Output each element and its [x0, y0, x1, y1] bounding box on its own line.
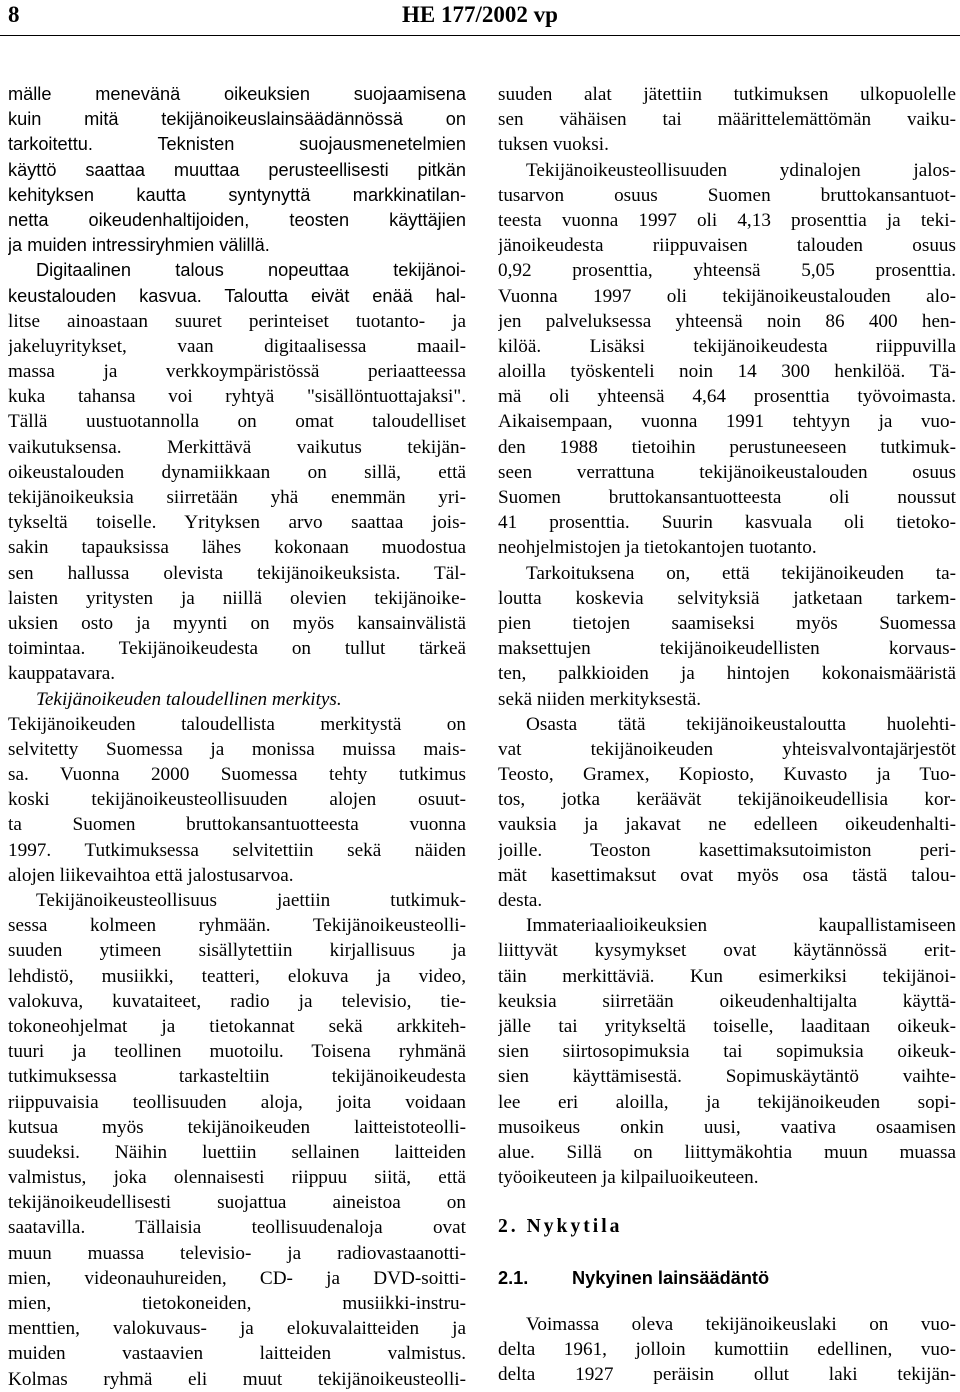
text-line: suudeksi. Näihin luettiin sellainen laitteiden [8, 1141, 466, 1163]
text-line: loutta koskevia selvityksiä jatketaan tarkem- [498, 587, 956, 609]
text-line: selvitetty Suomessa ja monissa muissa mais- [8, 738, 466, 760]
text-line: 41 prosenttia. Suurin kasvuala oli tietoko- [498, 512, 956, 534]
text-line: vauksia ja jakavat ne edelleen oikeudenhalti- [498, 814, 956, 836]
section-heading: 2. Nykytila [498, 1216, 623, 1237]
text-line: tekijänoikeuksia siirretään yhä enemmän yri- [8, 487, 466, 508]
text-line: laisten yritysten ja niillä olevien tekijänoike- [8, 587, 466, 609]
text-line: tuksen vuoksi. [498, 134, 609, 156]
text-line: menttien, valokuvaus- ja elokuvalaitteiden ja [8, 1318, 466, 1340]
text-line: kauppatavara. [8, 663, 116, 685]
text-line: sekä niiden merkityksestä. [498, 688, 702, 710]
text-line: tekijänoikeudellisesti suojattua aineistoa on [8, 1192, 466, 1214]
text-line: tokoneohjelmat ja tietokannat sekä arkkiteh- [8, 1015, 466, 1037]
text-line: Tekijänoikeusteollisuus jaettiin tutkimuk- [36, 890, 466, 911]
text-line: Aikaisempaan, vuonna 1991 tehtyyn ja vuo- [498, 411, 956, 433]
text-line: jakeluyritykset, vaan digitaalisessa maail- [8, 335, 466, 357]
text-line: sen hallussa olevista tekijänoikeuksista. Täl- [8, 562, 466, 584]
text-line: suuden alat jätettiin tutkimuksen ulkopuolelle [498, 84, 956, 105]
text-line: toimintaa. Tekijänoikeudesta on tullut tärkeä [8, 638, 466, 660]
text-line: maksettujen tekijänoikeudellisten korvaus- [498, 638, 956, 660]
text-line: Tarkoituksena on, että tekijänoikeuden ta- [526, 562, 956, 584]
text-line: sessa kolmeen ryhmään. Tekijänoikeusteolli- [8, 915, 466, 937]
page-number: 8 [8, 2, 20, 27]
document-id: HE 177/2002 vp [402, 2, 558, 27]
text-line: 1997. Tutkimuksessa selvitettiin sekä näiden [8, 839, 466, 861]
text-line: sen vähäisen tai määrittelemättömän vaiku- [498, 109, 956, 131]
text-line: desta. [498, 890, 543, 911]
text-line: kuin mitä tekijänoikeuslainsäädännössä on [8, 109, 466, 130]
text-line: seen verrattuna tekijänoikeustalouden osuus [498, 461, 956, 483]
text-line: vat tekijänoikeuden yhteisvalvontajärjestöt [498, 738, 956, 760]
text-line: pien tietojen saamiseksi myös Suomessa [498, 612, 956, 634]
text-line: massa ja verkkoympäristössä periaatteessa [8, 361, 466, 383]
text-line: netta oikeudenhaltijoiden, teosten käyttäjien [8, 209, 466, 230]
text-line: työoikeuteen ja kilpailuoikeuteen. [498, 1167, 759, 1189]
subsection-number: 2.1. [498, 1268, 529, 1288]
right-column-continued [498, 1312, 956, 1388]
text-line: lehdistö, musiikki, teatteri, elokuva ja video, [8, 965, 466, 987]
text-line: tykseltä toiselle. Yrityksen arvo saattaa jois- [8, 512, 466, 534]
text-line: mien, videonauhureiden, CD- ja DVD-soitti- [8, 1267, 466, 1289]
text-line: ja muiden intressiryhmien välillä. [8, 235, 270, 256]
text-line: keuksia siirretään oikeudenhaltijalta käyttä- [498, 990, 956, 1012]
text-line: Osasta tätä tekijänoikeustaloutta huolehti- [526, 713, 956, 735]
text-line: musoikeus onkin uusi, vaativa osaamisen [498, 1116, 956, 1138]
header-rule [0, 35, 960, 36]
text-line: delta 1961, jolloin kumottiin edellinen, vuo- [498, 1339, 956, 1361]
text-line: tutkimuksessa tarkasteltiin tekijänoikeudesta [8, 1066, 466, 1088]
text-line: den 1988 tietoihin perustuneeseen tutkimuk- [498, 436, 956, 458]
subsection-title: Nykyinen lainsäädäntö [572, 1268, 770, 1288]
text-line: muun muassa televisio- ja radiovastaanotti- [8, 1242, 466, 1264]
text-line: jänoikeudesta riippuvaisen talouden osuus [498, 235, 956, 257]
text-line: kilöä. Lisäksi tekijänoikeudesta riippuvilla [498, 335, 956, 357]
text-line: ta Suomen bruttokansantuotteesta vuonna [8, 814, 466, 836]
text-line: saatavilla. Tällaisia teollisuudenaloja ovat [8, 1217, 466, 1239]
text-line: kutsua myös tekijänoikeuden laitteistoteolli- [8, 1116, 466, 1138]
text-line: kehityksen kautta syntynyttä markkinatilan- [8, 184, 466, 205]
text-line: jen palveluksessa yhteensä noin 86 400 hen- [498, 310, 956, 332]
text-line: uksien osto ja myynti on myös kansainvälistä [8, 612, 466, 634]
text-line: valmistus, joka olennaisesti riippuu siitä, että [8, 1167, 466, 1189]
text-line: tusarvon osuus Suomen bruttokansantuot- [498, 184, 956, 206]
text-line: vaikutuksensa. Merkittävä vaikutus tekijän- [8, 436, 466, 458]
text-line: Tekijänoikeuden taloudellista merkitystä on [8, 713, 466, 735]
text-line: jälle tai yritykseltä toiselle, laaditaan oikeuk- [498, 1015, 956, 1037]
text-line: tarkoitettu. Teknisten suojausmenetelmien [8, 134, 466, 155]
text-line: Vuonna 1997 oli tekijänoikeustalouden alo- [498, 285, 956, 307]
text-line: Tekijänoikeuden taloudellinen merkitys. [36, 688, 342, 710]
text-line: kuka tahansa voi ryhtyä "sisällöntuottajaksi". [8, 386, 466, 408]
text-line: muiden vastaavien laitteiden valmistus. [8, 1343, 466, 1365]
text-line: mät kasettimaksut ovat myös osa tästä talou- [498, 864, 956, 886]
left-column [8, 82, 466, 1392]
text-line: teesta vuonna 1997 oli 4,13 prosenttia ja teki- [498, 209, 956, 231]
text-line: riippuvaisia teollisuuden aloja, joita voidaan [8, 1091, 466, 1113]
text-line: Immateriaalioikeuksien kaupallistamiseen [526, 915, 956, 937]
text-line: suuden ytimeen sisällytettiin kirjallisuus ja [8, 940, 466, 962]
text-line: täin merkittäviä. Kun esimerkiksi tekijänoi- [498, 965, 956, 987]
text-line: Teosto, Gramex, Kopiosto, Kuvasto ja Tuo- [498, 764, 956, 786]
text-line: litse ainoastaan suuret perinteiset tuotanto- ja [8, 310, 466, 332]
text-line: 0,92 prosenttia, yhteensä 5,05 prosenttia. [498, 260, 956, 282]
text-line: tuuri ja teollinen muotoilu. Toisena ryhmänä [8, 1041, 466, 1063]
text-line: alojen liikevaihtoa että jalostusarvoa. [8, 864, 294, 886]
text-line: lee eri aloilla, ja tekijänoikeuden sopi- [498, 1091, 956, 1113]
text-line: sakin tapauksissa lähes kokonaan muodostua [8, 537, 466, 559]
text-line: delta 1927 peräisin ollut laki tekijän- [498, 1364, 956, 1386]
text-line: Voimassa oleva tekijänoikeuslaki on vuo- [526, 1314, 956, 1335]
text-line: Tekijänoikeusteollisuuden ydinalojen jalos- [526, 159, 956, 181]
text-line: sa. Vuonna 2000 Suomessa tehty tutkimus [8, 764, 466, 786]
text-line: valokuva, kuvataiteet, radio ja televisio, tie- [8, 990, 466, 1012]
text-line: Kolmas ryhmä eli muut tekijänoikeusteolli- [8, 1368, 466, 1390]
subsection-heading [498, 1265, 769, 1291]
text-line: liittyvät kysymykset ovat käytännössä erit- [498, 940, 956, 962]
text-line: ten, palkkioiden ja hintojen kokonaismääristä [498, 663, 956, 685]
text-line: sien käyttämisestä. Sopimuskäytäntö vaihte- [498, 1066, 956, 1088]
text-line: tos, jotka keräävät tekijänoikeudellisia kor- [498, 789, 956, 811]
text-line: mä oli yhteensä 4,64 prosenttia työvoimasta. [498, 386, 956, 408]
text-line: mälle menevänä oikeuksien suojaamisena [8, 84, 466, 104]
text-line: käyttö saattaa muuttaa perusteellisesti pitkän [8, 159, 466, 180]
text-line: alue. Sillä on liittymäkohtia muun muassa [498, 1141, 956, 1163]
text-line: koski tekijänoikeusteollisuuden alojen osuut- [8, 789, 466, 811]
text-line: sien siirtosopimuksia tai sopimuksia oikeuk- [498, 1041, 956, 1063]
text-line: joille. Teoston kasettimaksutoimiston peri- [498, 839, 956, 861]
text-line: oikeustalouden dynamiikkaan on sillä, että [8, 461, 466, 483]
text-line: Suomen bruttokansantuotteesta oli noussut [498, 487, 956, 508]
text-line: keustalouden kasvua. Taloutta eivät enää hal- [8, 285, 466, 306]
text-line: Digitaalinen talous nopeuttaa tekijänoi- [36, 260, 466, 281]
text-line: Tällä uustuotannolla on omat taloudelliset [8, 411, 466, 433]
text-line: neohjelmistojen ja tietokantojen tuotanto. [498, 537, 817, 559]
right-column [498, 82, 956, 1190]
text-line: aloilla työskenteli noin 14 300 henkilöä. Tä- [498, 361, 956, 383]
text-line: mien, tietokoneiden, musiikki-instru- [8, 1293, 466, 1314]
